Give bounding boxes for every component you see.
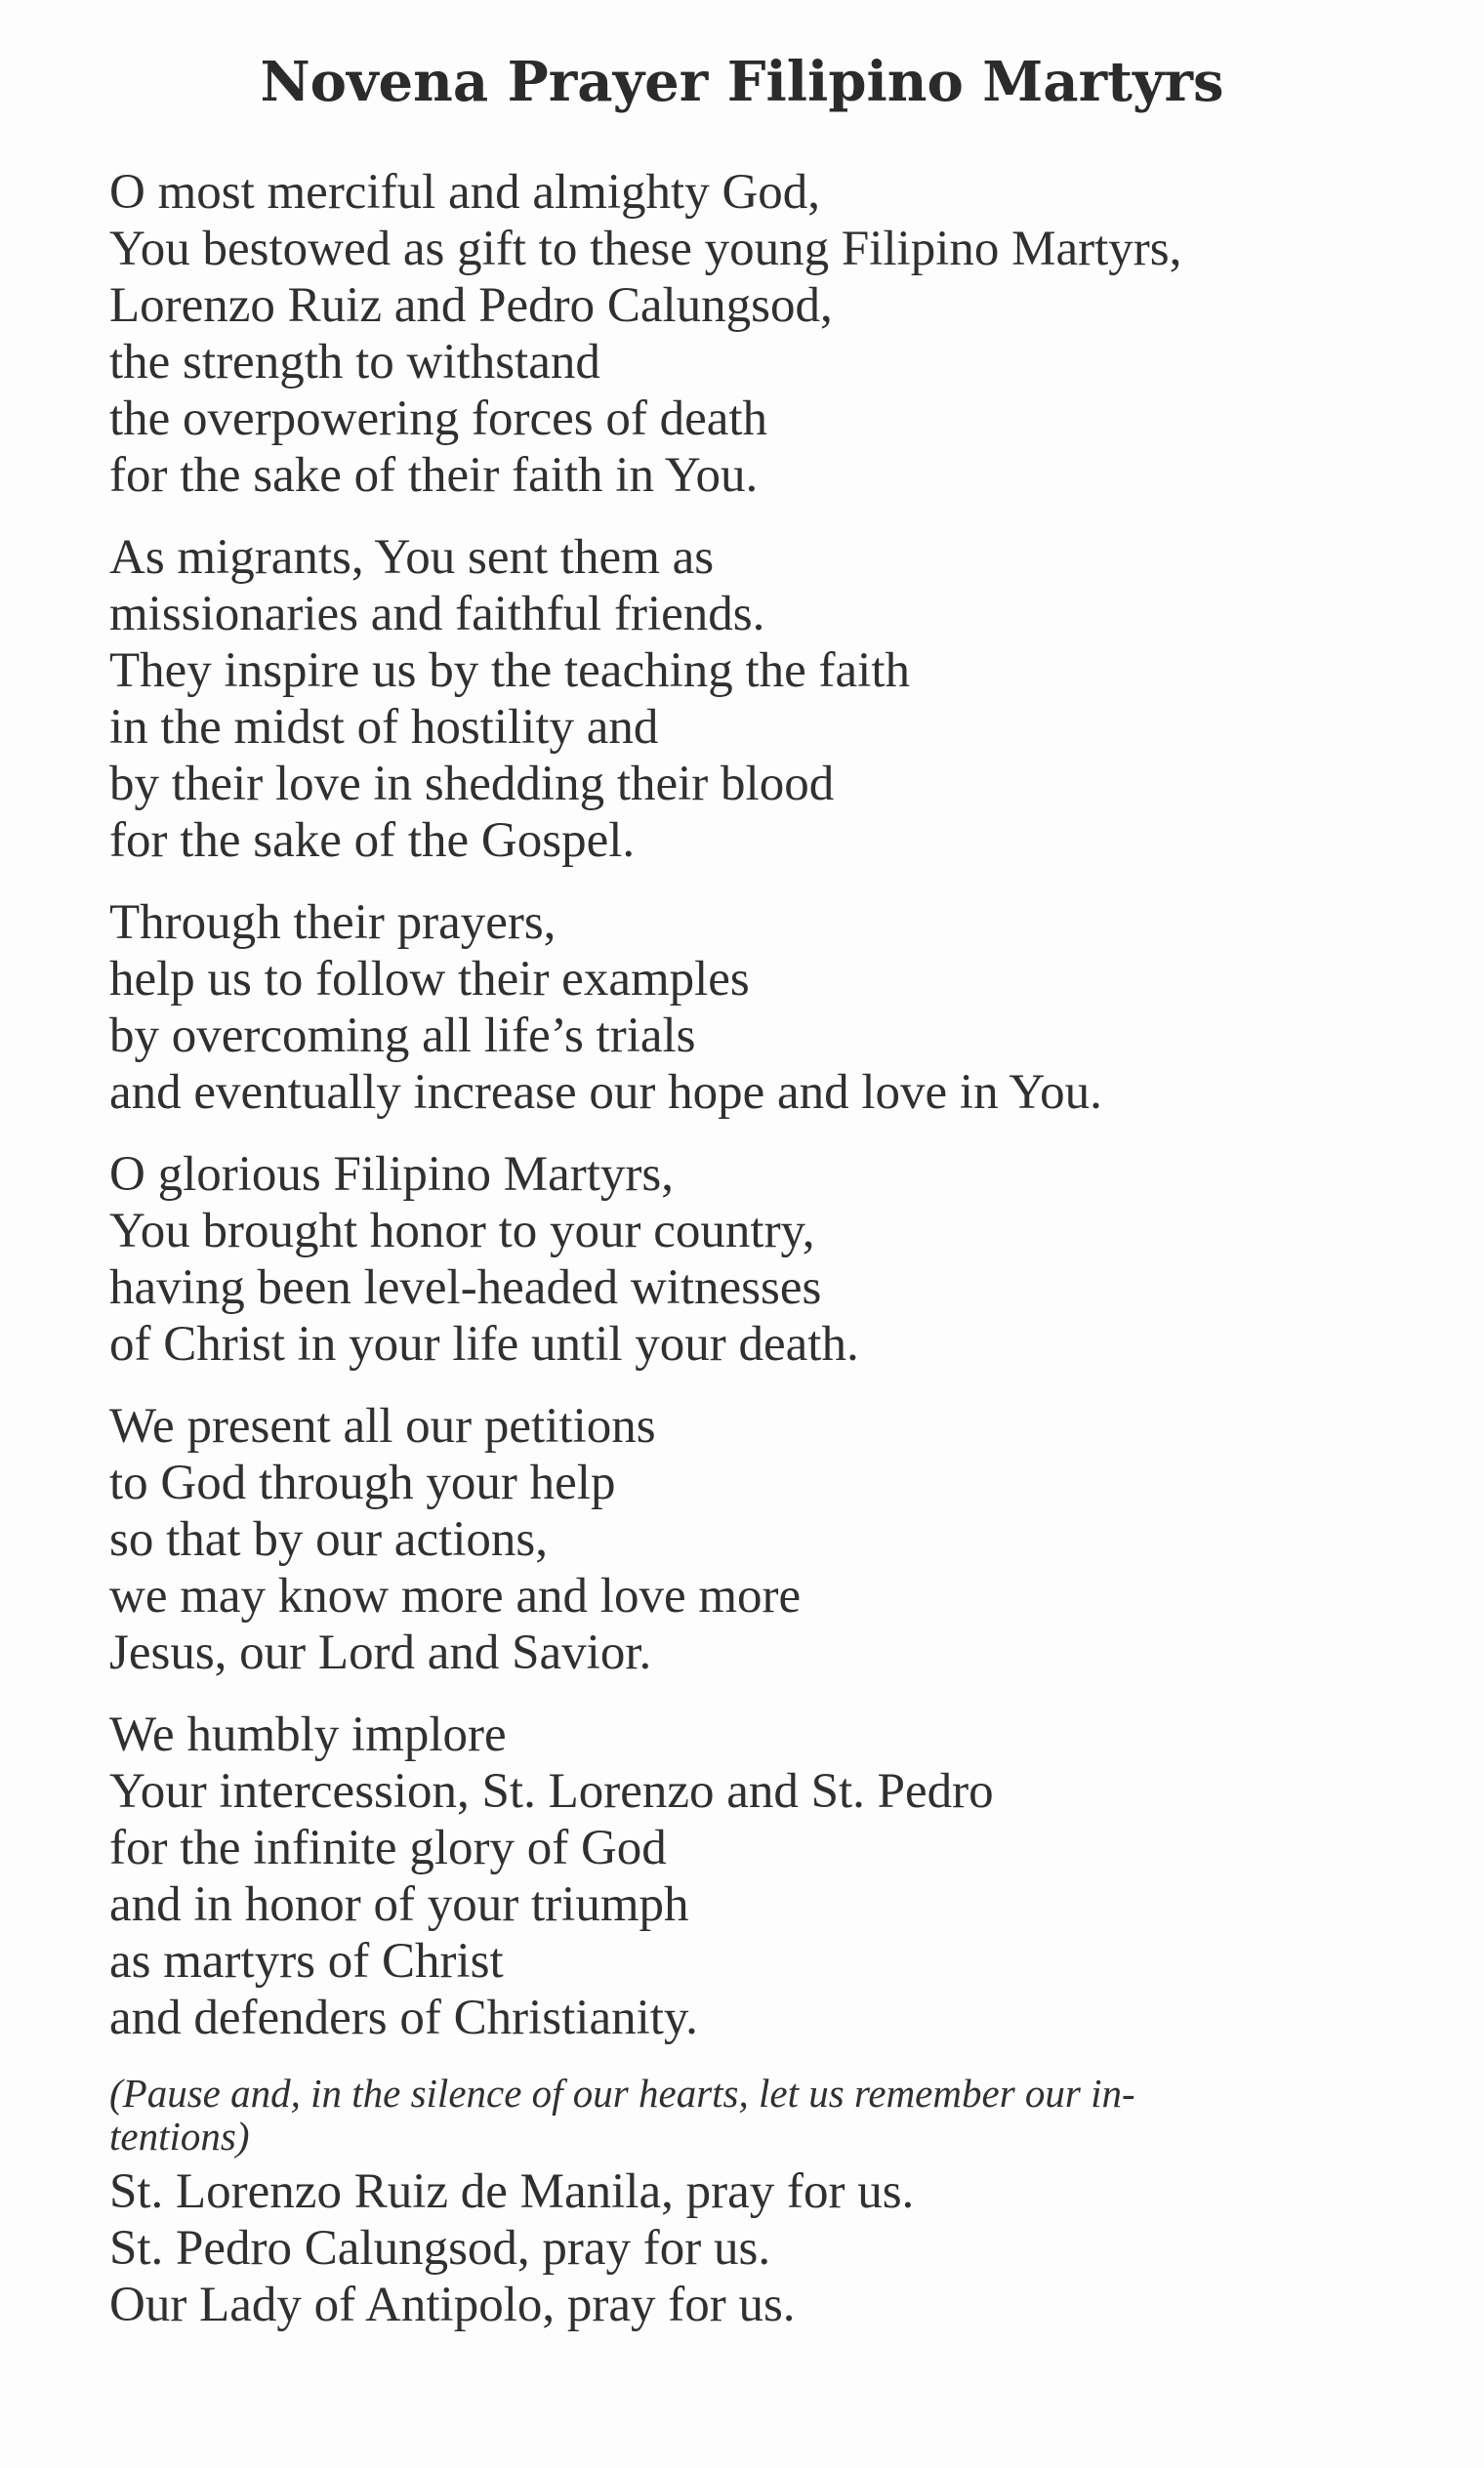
invocations: [109, 2163, 1379, 2333]
prayer-line: so that by our actions,: [109, 1512, 549, 1567]
prayer-line: and eventually increase our hope and love in You.: [109, 1065, 1102, 1120]
invocation-line: St. Lorenzo Ruiz de Manila, pray for us.: [109, 2164, 915, 2219]
prayer-line: and defenders of Christianity.: [109, 1991, 698, 2045]
rubric-instruction: [109, 2072, 1379, 2158]
prayer-line: we may know more and love more: [109, 1569, 802, 1624]
prayer-line: by overcoming all life’s trials: [109, 1008, 696, 1063]
stanza-6: [109, 1707, 1379, 2046]
stanza-4: [109, 1146, 1379, 1373]
prayer-line: the strength to withstand: [109, 335, 600, 390]
rubric-line: tentions): [109, 2114, 250, 2159]
prayer-line: for the sake of the Gospel.: [109, 813, 636, 868]
invocation-line: Our Lady of Antipolo, pray for us.: [109, 2278, 796, 2332]
prayer-line: We present all our petitions: [109, 1399, 656, 1454]
prayer-line: having been level-headed witnesses: [109, 1260, 822, 1315]
prayer-line: Through their prayers,: [109, 895, 556, 950]
page-title: Novena Prayer Filipino Martyrs: [260, 50, 1224, 114]
invocation-line: St. Pedro Calungsod, pray for us.: [109, 2221, 771, 2276]
prayer-line: You bestowed as gift to these young Filipino Martyrs,: [109, 222, 1182, 276]
prayer-line: in the midst of hostility and: [109, 700, 659, 755]
prayer-line: missionaries and faithful friends.: [109, 587, 765, 641]
prayer-line: Lorenzo Ruiz and Pedro Calungsod,: [109, 278, 833, 333]
prayer-line: O glorious Filipino Martyrs,: [109, 1147, 675, 1202]
rubric-line: (Pause and, in the silence of our hearts, let us remember our in-: [109, 2071, 1135, 2116]
prayer-line: Jesus, our Lord and Savior.: [109, 1625, 652, 1680]
prayer-line: As migrants, You sent them as: [109, 530, 715, 585]
prayer-line: for the infinite glory of God: [109, 1821, 667, 1875]
prayer-line: and in honor of your triumph: [109, 1877, 689, 1932]
stanza-2: [109, 529, 1379, 869]
prayer-line: by their love in shedding their blood: [109, 757, 835, 811]
stanza-3: [109, 894, 1379, 1121]
prayer-line: the overpowering forces of death: [109, 391, 768, 446]
prayer-line: We humbly implore: [109, 1707, 507, 1762]
prayer-body: [109, 164, 1379, 2333]
prayer-line: They inspire us by the teaching the faith: [109, 643, 911, 698]
prayer-line: O most merciful and almighty God,: [109, 165, 821, 220]
stanza-5: [109, 1398, 1379, 1681]
prayer-line: for the sake of their faith in You.: [109, 448, 759, 503]
prayer-line: as martyrs of Christ: [109, 1934, 504, 1989]
prayer-line: You brought honor to your country,: [109, 1204, 815, 1258]
prayer-line: Your intercession, St. Lorenzo and St. Pedro: [109, 1764, 994, 1819]
prayer-line: help us to follow their examples: [109, 952, 750, 1007]
prayer-line: of Christ in your life until your death.: [109, 1317, 859, 1372]
stanza-1: [109, 164, 1379, 504]
prayer-line: to God through your help: [109, 1456, 616, 1510]
